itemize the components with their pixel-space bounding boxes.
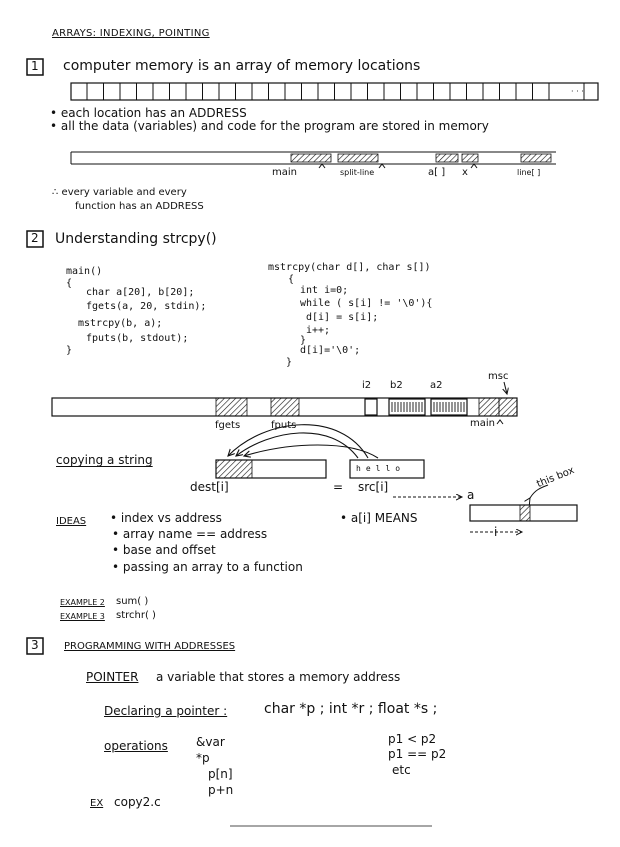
code-line: char a[20], b[20]; [86,287,195,298]
page-title: ARRAYS: INDEXING, POINTING [52,28,210,39]
section-3-heading: PROGRAMMING WITH ADDRESSES [64,641,236,652]
conclusion-line-2: function has an ADDRESS [75,201,204,212]
section-2-heading: Understanding strcpy() [55,231,217,247]
label-a-array: a[ ] [428,167,446,178]
ideas-label: IDEAS [56,516,87,527]
section-3-number: 3 [31,638,39,652]
copying-string-label: copying a string [56,453,153,467]
this-box-label: this box [535,465,577,491]
bullet-address: • each location has an ADDRESS [50,106,247,120]
op-equality: p1 == p2 [388,747,447,761]
label-b2: b2 [390,380,403,391]
memory-cells-strip [71,83,598,100]
declaring-code: char *p ; int *r ; float *s ; [264,701,438,717]
code-line: fputs(b, stdout); [86,333,189,344]
label-a2: a2 [430,380,443,391]
code-line: i++; [306,325,331,336]
section-2-number: 2 [31,231,39,245]
label-msc: msc [488,371,509,382]
bullet-memory: • all the data (variables) and code for the program are stored in memory [50,119,489,133]
op-index: p[n] [208,767,233,781]
dest-label: dest[i] [190,480,229,494]
label-line-array: line[ ] [517,168,541,177]
code-line: } [66,345,73,356]
array-index-diagram [393,485,577,532]
pointer-definition: a variable that stores a memory address [156,670,401,684]
example-label: EX [90,798,104,809]
code-line: while ( s[i] != '\0'){ [300,298,433,309]
label-main-1: main [272,167,297,178]
pointer-label: POINTER [86,670,139,684]
label-main-2: main [470,418,495,429]
conclusion-line-1: ∴ every variable and every [52,187,187,198]
example-2-label: EXAMPLE 2 [60,598,105,607]
label-i2: i2 [362,380,372,391]
code-line: { [288,274,295,285]
program-memory-bar [71,152,556,164]
code-line: mstrcpy(b, a); [78,318,163,329]
code-line: main() [66,266,103,277]
idea-item: • array name == address [112,527,268,541]
code-line: fgets(a, 20, stdin); [86,301,207,312]
ai-i-label: i [494,525,498,539]
example-3-value: strchr( ) [116,610,156,621]
op-address-of: &var [196,735,225,749]
label-fgets: fgets [215,420,241,431]
op-offset: p+n [208,783,234,797]
label-x: x [462,167,468,178]
section-1-number: 1 [31,59,39,73]
memory-ellipsis: · · · [571,87,584,96]
declaring-label: Declaring a pointer : [104,704,228,718]
idea-item: • passing an array to a function [112,560,303,574]
code-line: d[i]='\0'; [300,345,361,356]
op-dereference: *p [196,751,210,765]
code-line: mstrcpy(char d[], char s[]) [268,262,431,273]
code-line: d[i] = s[i]; [306,312,379,323]
equals-sign: = [333,480,344,494]
example-file: copy2.c [114,795,161,809]
ai-means-label: • a[i] MEANS [340,511,418,525]
example-2-value: sum( ) [116,596,149,607]
src-chars: hello [356,464,406,473]
op-etc: etc [392,763,411,777]
idea-item: • base and offset [112,543,216,557]
code-line: } [300,335,307,346]
process-memory-bar [52,398,517,416]
src-label: src[i] [358,480,389,494]
example-3-label: EXAMPLE 3 [60,612,105,621]
bar-ellipsis: · · · [493,148,506,157]
code-line: int i=0; [300,285,349,296]
operations-label: operations [104,739,168,753]
label-split-line: split-line [340,168,375,177]
code-line: } [286,357,293,368]
op-less-than: p1 < p2 [388,732,437,746]
section-1-heading: computer memory is an array of memory locations [63,58,421,74]
idea-item: • index vs address [110,511,222,525]
code-line: { [66,278,73,289]
ai-a-label: a [467,488,475,502]
label-fputs: fputs [271,420,297,431]
